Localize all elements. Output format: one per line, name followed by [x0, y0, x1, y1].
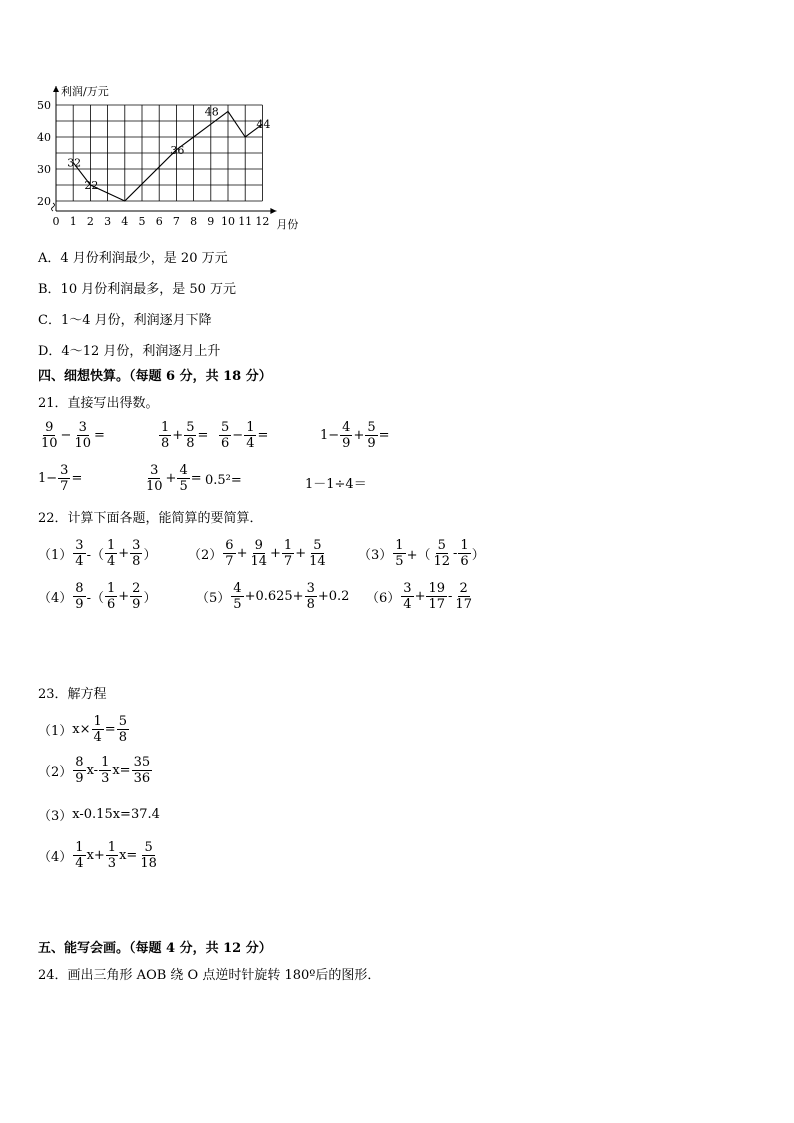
section-5-title: 五、能写会画。（每题 4 分，共 12 分） [38, 941, 272, 956]
option-c: C．1～4 月份，利润逐月下降 [38, 313, 212, 328]
q22-problem-4: （4） $\frac{8}{9}$ -（ $\frac{1}{6}$ + $\frac{2}{9}$ ） [38, 581, 157, 612]
x-tick-label: 6 [155, 215, 163, 228]
x-tick-label: 4 [121, 215, 129, 228]
q23-equation-3: （3） x-0.15x=37.4 [38, 807, 160, 824]
option-d: D．4～12 月份，利润逐月上升 [38, 344, 221, 359]
y-tick-label: 20 [37, 195, 51, 208]
y-axis-arrow [53, 86, 59, 92]
option-a: A．4 月份利润最少，是 20 万元 [38, 251, 228, 266]
data-label: 44 [256, 118, 271, 132]
q23-equation-2: （2） $\frac{8}{9}$ x- $\frac{1}{3}$ x= $\frac{35}{36}$ [38, 755, 151, 786]
data-label: 36 [170, 143, 185, 157]
q21-expr-1: $\frac{9}{10}$ − $\frac{3}{10}$ = [41, 420, 105, 451]
q23-title: 23．解方程 [38, 687, 107, 702]
data-label: 32 [67, 156, 82, 170]
y-tick-label: 30 [37, 163, 51, 176]
chart-point-labels [67, 105, 270, 192]
x-tick-label: 0 [52, 215, 60, 228]
q21-expr-2: $\frac{1}{8}$ + $\frac{5}{8}$ = [161, 420, 209, 451]
q21-expr-5: 1− $\frac{3}{7}$ = [38, 463, 83, 494]
q22-problem-2: （2） $\frac{6}{7}$ + $\frac{9}{14}$ + $\frac{1}{7}$ + $\frac{5}{14}$ [188, 538, 326, 569]
profit-line-chart [30, 80, 300, 235]
x-tick-label: 5 [138, 215, 146, 228]
x-axis-arrow [270, 208, 276, 214]
data-label: 48 [204, 105, 219, 119]
chart-series [73, 111, 262, 201]
x-tick-label: 10 [221, 215, 235, 228]
section-4-title: 四、细想快算。（每题 6 分，共 18 分） [38, 369, 272, 384]
x-tick-label: 3 [104, 215, 112, 228]
x-tick-label: 9 [207, 215, 215, 228]
x-tick-label: 8 [190, 215, 198, 228]
q21-expr-4: 1− $\frac{4}{9}$ + $\frac{5}{9}$ = [320, 420, 390, 451]
axis-break-mark [52, 203, 55, 211]
q22-problem-3: （3） $\frac{1}{5}$ +（ $\frac{5}{12}$ - $\frac{1}{6}$ ） [358, 538, 485, 569]
x-tick-label: 11 [238, 215, 253, 228]
q21-title: 21．直接写出得数。 [38, 396, 159, 411]
q22-problem-6: （6） $\frac{3}{4}$ + $\frac{19}{17}$ - $\frac{2}{17}$ [366, 581, 472, 612]
profit-series-line [73, 111, 262, 201]
q23-equation-4: （4） $\frac{1}{4}$ x+ $\frac{1}{3}$ x= $\frac{5}{18}$ [38, 840, 157, 871]
y-tick-label: 50 [37, 99, 51, 112]
x-tick-label: 1 [69, 215, 77, 228]
data-label: 22 [84, 179, 99, 192]
q21-expr-8: 1－1÷4＝ [305, 477, 367, 492]
q22-title: 22．计算下面各题，能简算的要简算． [38, 511, 263, 526]
chart-x-axis-label: 月份 [276, 218, 299, 231]
q21-expr-7: 0.5²= [205, 473, 242, 488]
q22-problem-1: （1） $\frac{3}{4}$ -（ $\frac{1}{4}$ + $\frac{3}{8}$ ） [38, 538, 157, 569]
option-b: B．10 月份利润最多，是 50 万元 [38, 282, 237, 297]
x-tick-label: 12 [255, 215, 270, 228]
q23-equation-1: （1） x× $\frac{1}{4}$ = $\frac{5}{8}$ [38, 714, 127, 745]
q21-expr-6: $\frac{3}{10}$ + $\frac{4}{5}$ = [146, 463, 202, 494]
q24-text: 24．画出三角形 AOB 绕 O 点逆时针旋转 180º后的图形． [38, 968, 381, 983]
q22-problem-5: （5） $\frac{4}{5}$ +0.625+ $\frac{3}{8}$ +0.2 [196, 581, 350, 612]
q21-expr-3: $\frac{5}{6}$ − $\frac{1}{4}$ = [221, 420, 269, 451]
chart-y-axis-label: 利润/万元 [61, 85, 109, 98]
x-tick-label: 2 [86, 215, 94, 228]
y-tick-label: 40 [37, 131, 51, 144]
x-tick-label: 7 [172, 215, 180, 228]
